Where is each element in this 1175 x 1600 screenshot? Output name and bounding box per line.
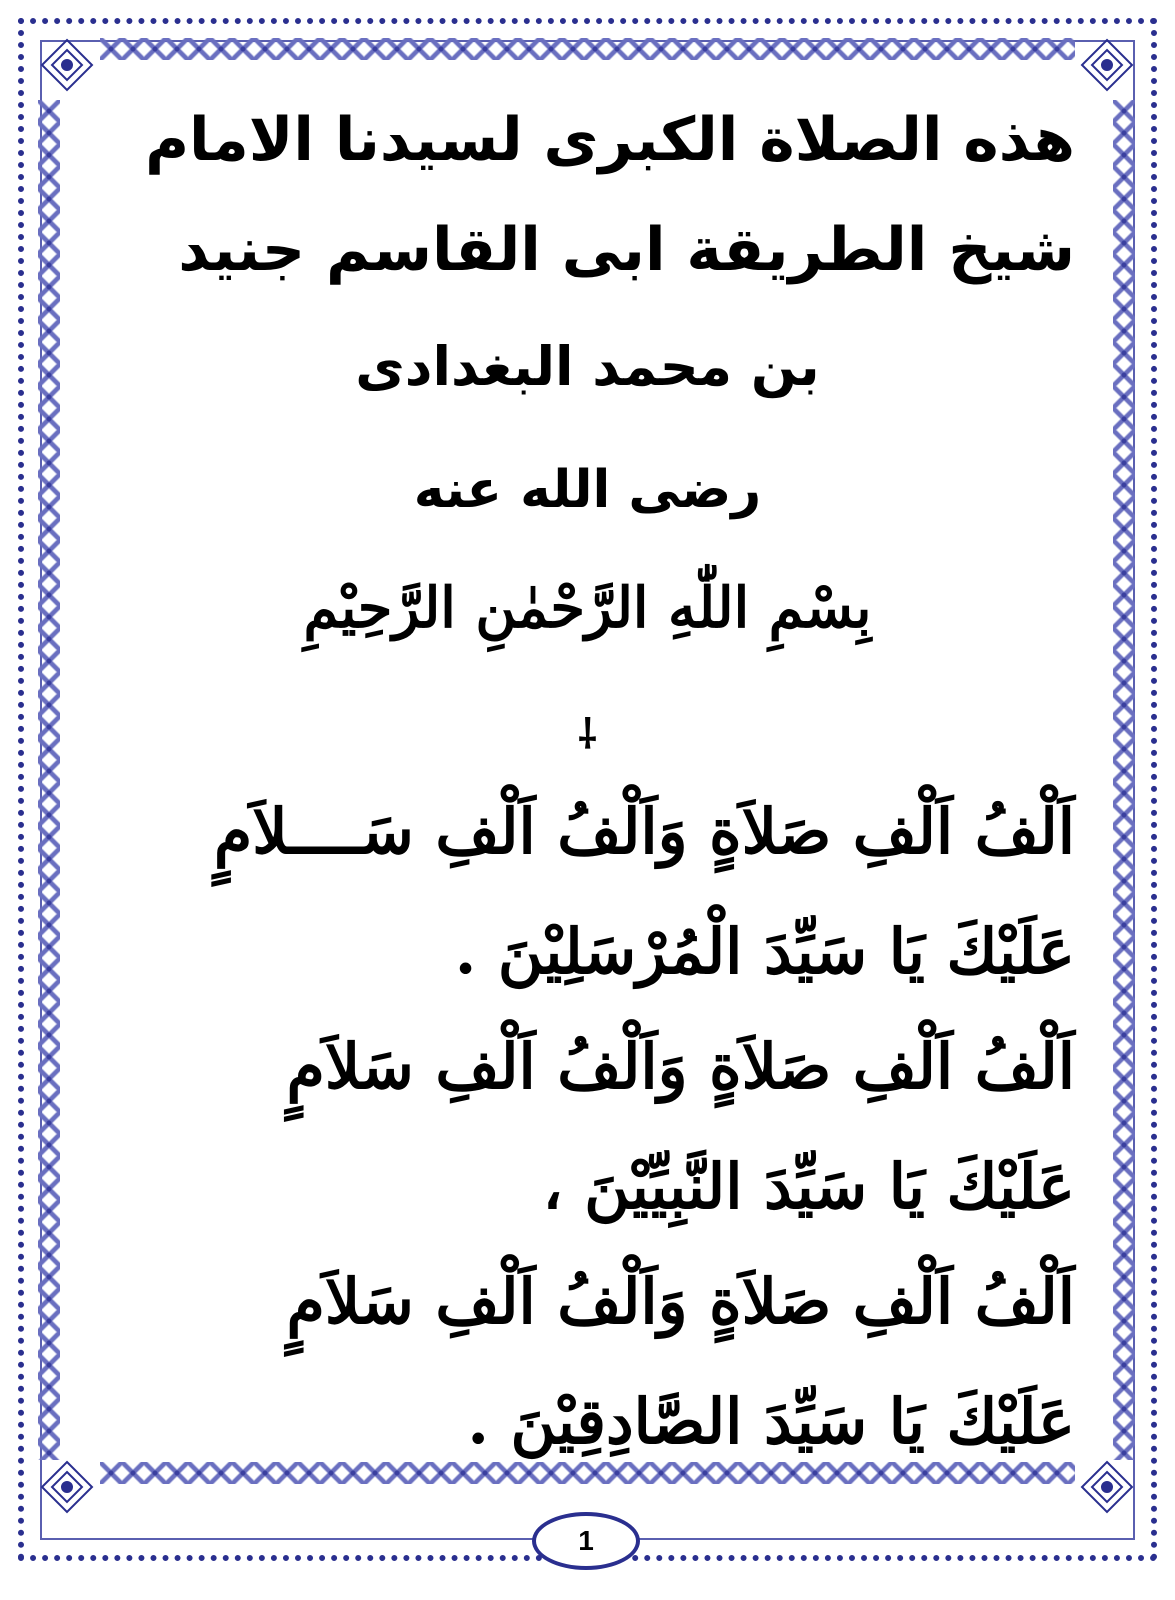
heading-line-1: هذه الصلاة الكبرى لسيدنا الامام: [145, 105, 1075, 175]
verse-line: عَلَيْكَ يَا سَيِّدَ الْمُرْسَلِيْنَ .: [454, 915, 1075, 988]
basmala: بِسْمِ اللّٰهِ الرَّحْمٰنِ الرَّحِيْمِ: [303, 575, 872, 641]
heading-line-2: شيخ الطريقة ابى القاسم جنيد: [178, 215, 1075, 285]
page-number: 1: [532, 1512, 640, 1570]
corner-ornament-icon: [1078, 1458, 1136, 1516]
heading-line-3: بن محمد البغدادى: [355, 335, 820, 398]
separator-mark: ⸸: [578, 712, 597, 758]
heading-line-4: رضى الله عنه: [413, 460, 762, 520]
corner-ornament-icon: [38, 1458, 96, 1516]
verse-line: اَلْفُ اَلْفِ صَلاَةٍ وَاَلْفُ اَلْفِ سَــــلاَمٍ: [213, 795, 1075, 868]
verse-line: اَلْفُ اَلْفِ صَلاَةٍ وَاَلْفُ اَلْفِ سَلاَمٍ: [286, 1030, 1075, 1103]
verse-line: عَلَيْكَ يَا سَيِّدَ الصَّادِقِيْنَ .: [467, 1385, 1075, 1458]
verse-line: عَلَيْكَ يَا سَيِّدَ النَّبِيِّيْنَ ،: [542, 1150, 1075, 1223]
ornament-band-right: [1113, 100, 1135, 1460]
text-content: [90, 95, 1085, 1475]
ornament-band-left: [38, 100, 60, 1460]
ornament-band-top: [100, 38, 1075, 60]
corner-ornament-icon: [38, 36, 96, 94]
corner-ornament-icon: [1078, 36, 1136, 94]
verse-line: اَلْفُ اَلْفِ صَلاَةٍ وَاَلْفُ اَلْفِ سَلاَمٍ: [286, 1265, 1075, 1338]
